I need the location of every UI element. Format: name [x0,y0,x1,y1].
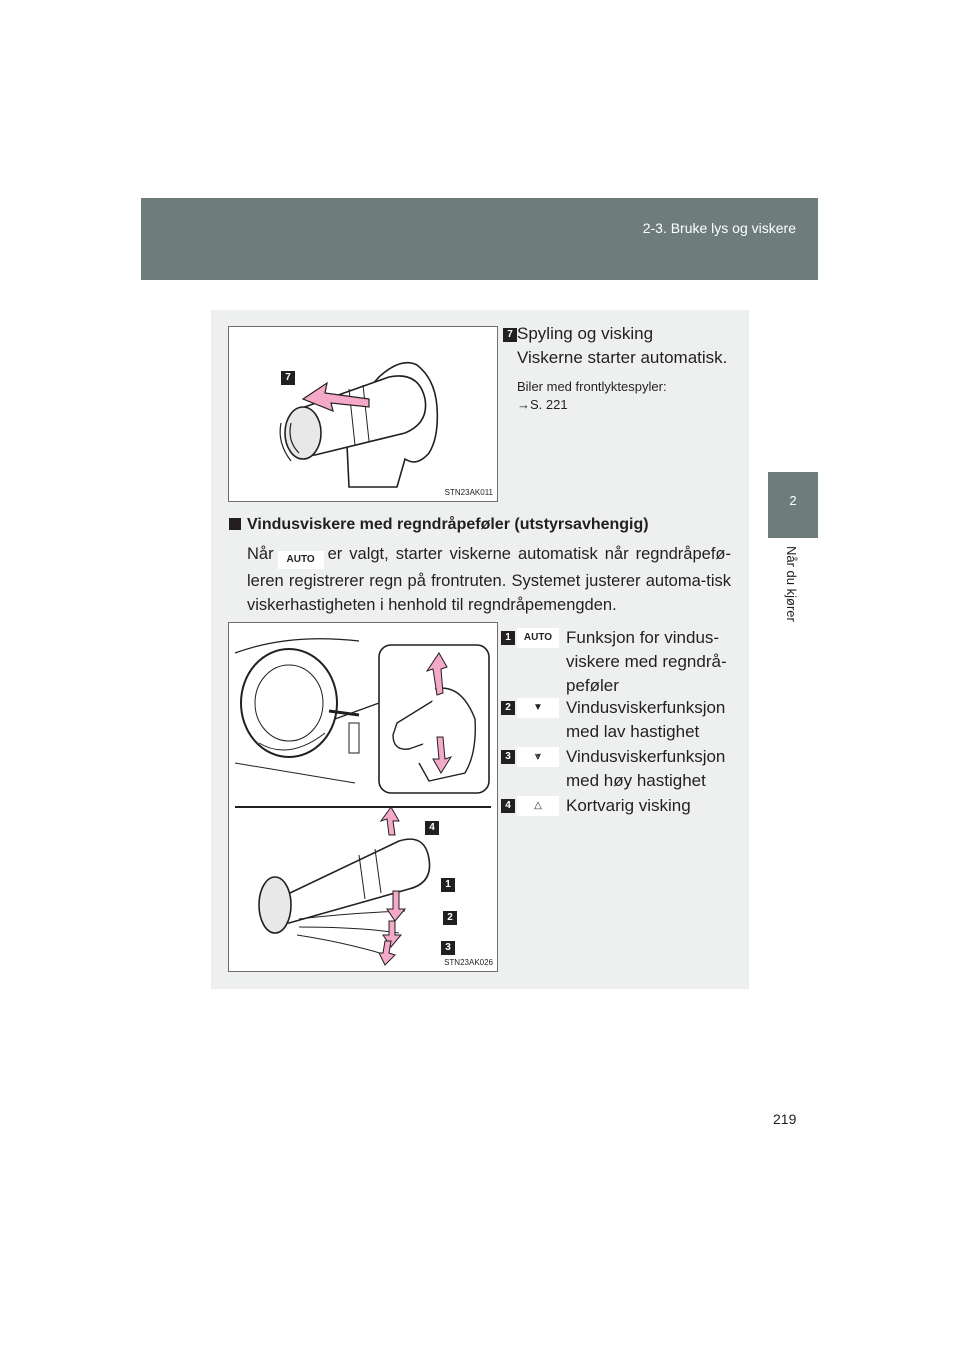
wiper-stalk-washer-illustration [229,327,497,501]
callout-3: 3 [441,941,455,955]
figure-washing [228,326,498,502]
chapter-tab-label: Når du kjører [784,546,799,622]
step-title: Spyling og visking [517,324,654,343]
callout-1: 1 [441,878,455,892]
section-heading: Vindusviskere med regndråpeføler (utstyrsavhengig) [229,516,649,534]
low-speed-icon: ▼ [517,698,559,718]
auto-symbol-icon: AUTO [517,628,559,648]
chapter-tab [768,538,818,690]
page-reference[interactable]: →S. 221 [517,397,568,412]
step-text: Viskerne starter automatisk. [517,348,728,367]
callout-2: 2 [443,911,457,925]
bullet-square-icon [229,518,241,530]
callout-4: 4 [425,821,439,835]
figure-code: STN23AK011 [444,488,493,497]
chapter-tab-number: 2 [768,472,818,538]
high-speed-icon: ⩔ [517,747,559,767]
figure-rain-sensor [228,622,498,972]
section-title: 2-3. Bruke lys og viskere [642,220,796,236]
step-note: Biler med frontlyktespyler: [517,379,667,394]
auto-symbol-icon: AUTO [278,551,324,569]
page-number: 219 [773,1111,797,1127]
section-header [141,198,818,280]
content-panel: 7 STN23AK011 7 Spyling og visking Viskerne starter automatisk. Biler med frontlyktespyler: →S. 221 Vindusviskere med regndråpeføler (utstyrsavhengig) Når AUTO er valgt, starter viskerne automatisk når regndråpefø-leren registrerer regn på frontruten. Systemet justerer automa-tisk viskerhastigheten i henhold til regndråpemengden. 4 1 2 3 STN23AK026 1 AUTO Funksjon for vindus-viskere med regndrå-peføler 2 ▼ Vindusviskerfunksjon med lav hastighet 3 ⩔ Vindusviskerfunksjon med høy hastighet 4 △ Kortvarig visking [211,310,749,989]
step-number-7: 7 [503,328,517,342]
callout-7: 7 [281,371,295,385]
figure-code: STN23AK026 [444,958,493,967]
section-paragraph: Når AUTO er valgt, starter viskerne automatisk når regndråpefø-leren registrerer regn på frontruten. Systemet justerer automa-tisk viskerhastigheten i henhold til regndråpemengden. [247,545,731,614]
mist-icon: △ [517,796,559,816]
